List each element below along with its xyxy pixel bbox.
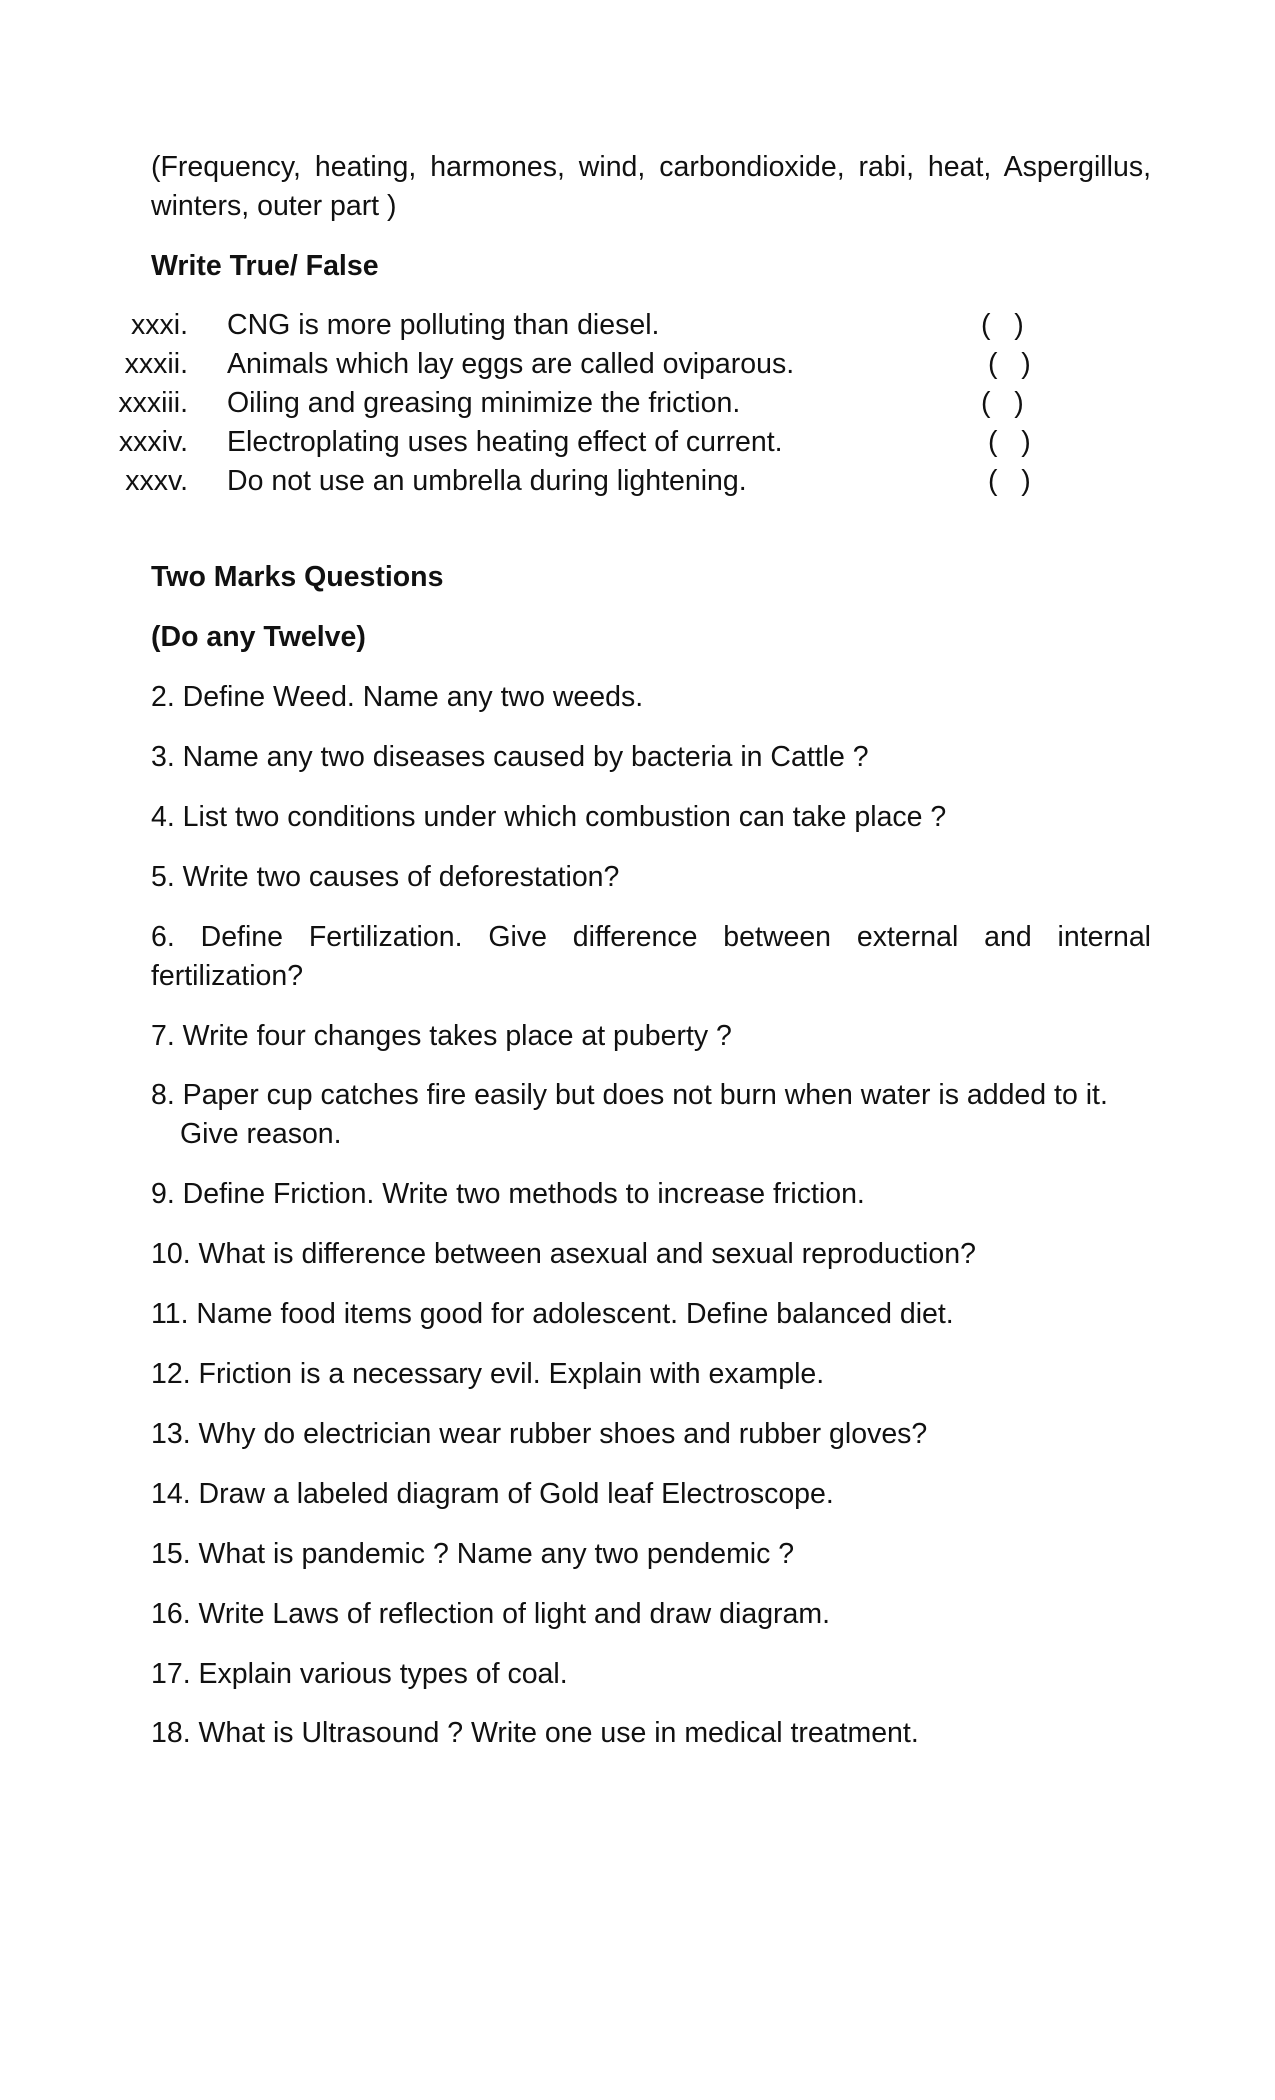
answer-blank[interactable]: ( ) xyxy=(988,348,1031,380)
question-item: 12. Friction is a necessary evil. Explain with example. xyxy=(151,1358,825,1390)
answer-blank[interactable]: ( ) xyxy=(988,465,1031,497)
answer-blank[interactable]: ( ) xyxy=(988,426,1031,458)
item-text: CNG is more polluting than diesel. xyxy=(227,309,660,341)
question-item: 2. Define Weed. Name any two weeds. xyxy=(151,681,644,713)
answer-blank[interactable]: ( ) xyxy=(981,309,1024,341)
item-text: Electroplating uses heating effect of current. xyxy=(227,426,783,458)
question-item: 5. Write two causes of deforestation? xyxy=(151,861,620,893)
question-item: 4. List two conditions under which combustion can take place ? xyxy=(151,801,947,833)
question-item: 3. Name any two diseases caused by bacteria in Cattle ? xyxy=(151,741,869,773)
two-marks-heading: Two Marks Questions xyxy=(151,561,444,593)
answer-blank[interactable]: ( ) xyxy=(981,387,1024,419)
question-item: 9. Define Friction. Write two methods to increase friction. xyxy=(151,1178,865,1210)
item-text: Animals which lay eggs are called oviparous. xyxy=(227,348,795,380)
question-item: 14. Draw a labeled diagram of Gold leaf Electroscope. xyxy=(151,1478,834,1510)
question-item: 18. What is Ultrasound ? Write one use in medical treatment. xyxy=(151,1717,919,1749)
item-text: Oiling and greasing minimize the friction. xyxy=(227,387,741,419)
question-item: 16. Write Laws of reflection of light and draw diagram. xyxy=(151,1598,831,1630)
true-false-heading: Write True/ False xyxy=(151,250,379,282)
question-item: 8. Paper cup catches fire easily but does not burn when water is added to it. xyxy=(151,1079,1108,1111)
two-marks-subheading: (Do any Twelve) xyxy=(151,621,366,653)
question-item: 10. What is difference between asexual and sexual reproduction? xyxy=(151,1238,976,1270)
question-item: 7. Write four changes takes place at puberty ? xyxy=(151,1020,732,1052)
question-item: 15. What is pandemic ? Name any two pendemic ? xyxy=(151,1538,795,1570)
item-number: xxxv. xyxy=(125,465,188,497)
question-item: 13. Why do electrician wear rubber shoes and rubber gloves? xyxy=(151,1418,928,1450)
item-number: xxxii. xyxy=(124,348,188,380)
item-text: Do not use an umbrella during lightening. xyxy=(227,465,747,497)
question-item: 6. Define Fertilization. Give difference between external and internal fertilization? xyxy=(151,921,1151,992)
question-item: 17. Explain various types of coal. xyxy=(151,1658,568,1690)
item-number: xxxiii. xyxy=(118,387,188,419)
word-bank: (Frequency, heating, harmones, wind, carbondioxide, rabi, heat, Aspergillus, winters, outer part ) xyxy=(151,151,1151,222)
question-continuation: Give reason. xyxy=(180,1118,342,1150)
item-number: xxxi. xyxy=(131,309,188,341)
question-item: 11. Name food items good for adolescent. Define balanced diet. xyxy=(151,1298,954,1330)
item-number: xxxiv. xyxy=(118,426,188,458)
